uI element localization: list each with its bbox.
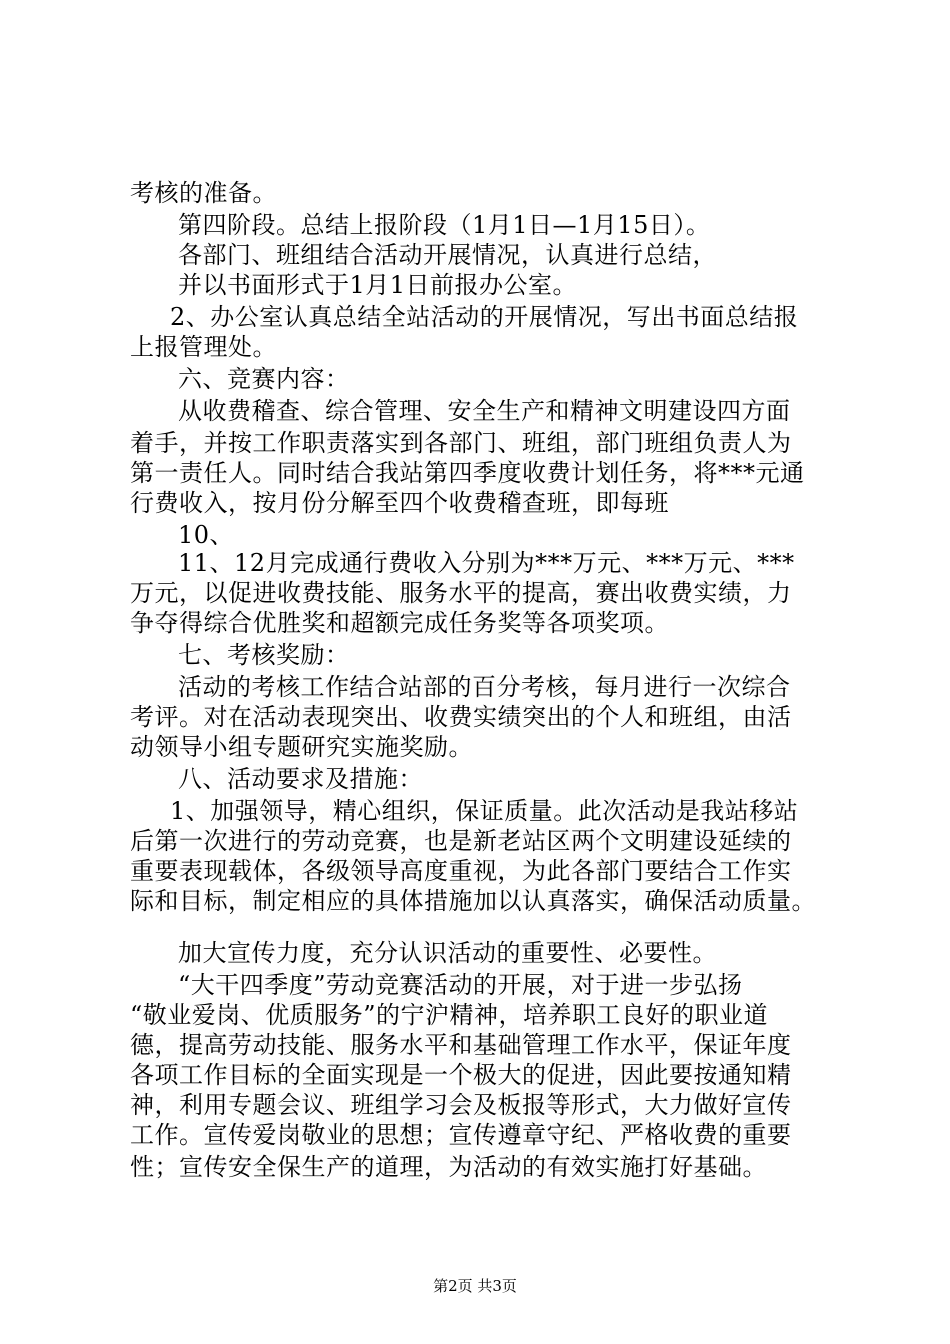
text-line: 10、 [178,521,235,549]
text-line: 从收费稽查、综合管理、安全生产和精神文明建设四方面 [178,397,791,425]
page-number: 第2页 共3页 [433,1277,517,1295]
text-line: 神，利用专题会议、班组学习会及板报等形式，大力做好宣传 [130,1091,792,1119]
text-line: 2、办公室认真总结全站活动的开展情况，写出书面总结报 [170,303,799,331]
text-line: 行费收入，按月份分解至四个收费稽查班，即每班 [130,489,669,517]
text-line: 并以书面形式于1月1日前报办公室。 [178,271,578,299]
section-heading: 七、考核奖励： [178,641,350,669]
text-line: 加大宣传力度，充分认识活动的重要性、必要性。 [178,939,717,967]
text-line: 11、12月完成通行费收入分别为***万元、***万元、*** [178,549,795,577]
text-line: 各项工作目标的全面实现是一个极大的促进，因此要按通知精 [130,1061,792,1089]
text-line: 后第一次进行的劳动竞赛，也是新老站区两个文明建设延续的 [130,827,792,855]
text-line: 1、加强领导，精心组织，保证质量。此次活动是我站移站 [170,797,799,825]
text-line: 上报管理处。 [130,333,277,361]
text-line: 工作。宣传爱岗敬业的思想；宣传遵章守纪、严格收费的重要 [130,1121,792,1149]
text-line: 考核的准备。 [130,179,277,207]
section-heading: 八、活动要求及措施： [178,765,423,793]
text-line: 性；宣传安全保生产的道理，为活动的有效实施打好基础。 [130,1153,767,1181]
text-line: 着手，并按工作职责落实到各部门、班组，部门班组负责人为 [130,429,792,457]
text-line: “大干四季度”劳动竞赛活动的开展，对于进一步弘扬 [178,971,743,999]
text-line: “敬业爱岗、优质服务”的宁沪精神，培养职工良好的职业道 [130,1001,769,1029]
text-line: 际和目标，制定相应的具体措施加以认真落实，确保活动质量。 [130,887,816,915]
text-line: 各部门、班组结合活动开展情况，认真进行总结， [178,241,717,269]
text-line: 重要表现载体，各级领导高度重视，为此各部门要结合工作实 [130,857,792,885]
section-heading: 六、竞赛内容： [178,365,350,393]
text-line: 动领导小组专题研究实施奖励。 [130,733,473,761]
text-line: 第一责任人。同时结合我站第四季度收费计划任务，将***元通 [130,459,805,487]
text-line: 德，提高劳动技能、服务水平和基础管理工作水平，保证年度 [130,1031,792,1059]
text-line: 万元，以促进收费技能、服务水平的提高，赛出收费实绩，力 [130,579,792,607]
text-line: 第四阶段。总结上报阶段（1月1日—1月15日）。 [178,211,711,239]
text-line: 争夺得综合优胜奖和超额完成任务奖等各项奖项。 [130,609,669,637]
text-line: 考评。对在活动表现突出、收费实绩突出的个人和班组，由活 [130,703,792,731]
text-line: 活动的考核工作结合站部的百分考核，每月进行一次综合 [178,673,791,701]
